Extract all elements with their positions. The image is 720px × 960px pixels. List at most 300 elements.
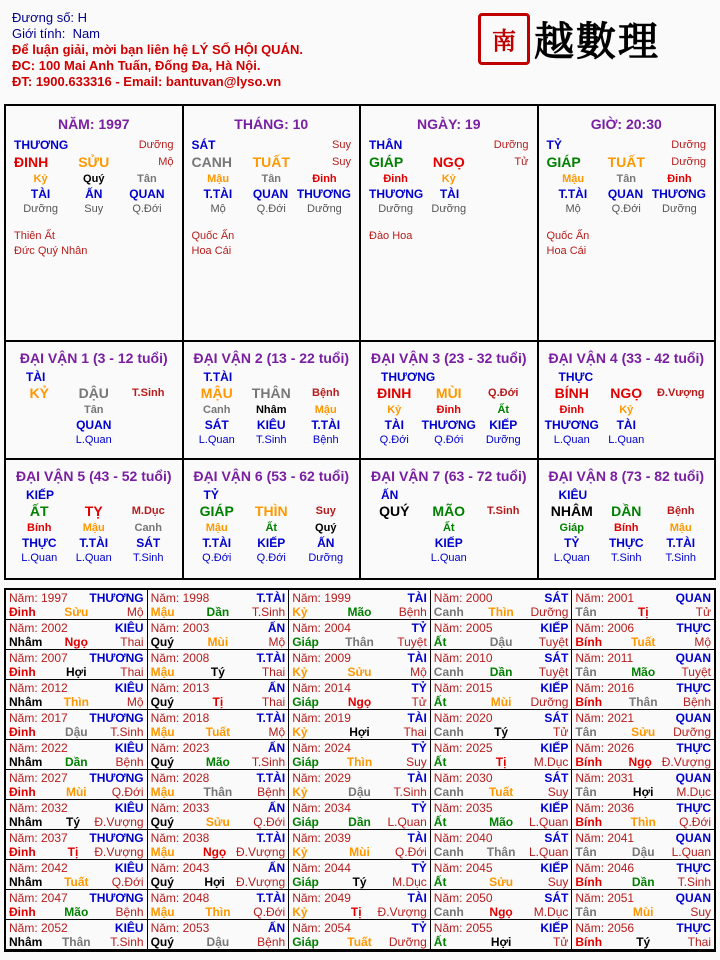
year-state: Mộ [694,635,711,649]
year-branch: Tý [636,935,651,949]
year-god: ẤN [267,681,286,695]
hidden-state: L.Quan [21,552,58,564]
hidden-state: Q.Đới [379,434,409,446]
hidden-god: TÀI [30,187,51,201]
hidden-god: THƯƠNG [651,187,706,201]
dai-van-branch: TỴ [84,503,103,519]
year-stem: Giáp [292,875,319,889]
year-cell [572,650,714,680]
hidden-stem: Mậu [669,522,692,534]
year-stem: Đinh [9,785,36,799]
year-label: Năm: 2029 [292,771,351,785]
year-god: QUAN [675,891,711,905]
year-label: Năm: 2045 [433,861,493,875]
pillar-note: Quốc Ấn [546,230,590,242]
dai-van-stem: ẤT [29,503,49,519]
year-cell [148,830,290,860]
year-label: Năm: 2046 [575,861,635,875]
year-god: THỰC [676,801,711,815]
pillar-1 [184,106,362,340]
year-stem: Tân [575,665,597,679]
hidden-stem: Tân [616,173,637,185]
year-god: THƯƠNG [89,771,144,785]
year-cell [289,740,431,770]
hidden-state: L.Quan [608,434,645,446]
year-stem: Mậu [150,785,175,799]
dai-van-stem: ĐINH [377,385,412,401]
hidden-state: Dưỡng [308,552,344,564]
year-state: Suy [406,755,427,769]
pillar-title: NGÀY: 19 [416,116,481,132]
year-state: Thai [687,935,711,949]
year-branch: Tị [495,755,507,769]
year-god: THƯƠNG [89,711,144,725]
year-branch: Mùi [65,785,87,799]
year-label: Năm: 2051 [575,891,635,905]
year-stem: Kỷ [292,605,308,619]
dai-van-4 [539,342,715,458]
year-cell [6,740,148,770]
year-state: L.Quan [529,815,569,829]
hidden-state: Mộ [210,203,226,215]
year-label: Năm: 1998 [150,591,210,605]
year-branch: Dần [206,605,230,619]
year-state: Bệnh [257,935,286,949]
year-god: SÁT [544,591,569,605]
year-stem: Nhâm [9,635,43,649]
dai-van-branch: MÙI [435,385,462,401]
hidden-god [476,536,531,551]
year-state: Q.Đới [253,815,286,829]
dai-van-5 [6,460,184,578]
hidden-god: QUAN [252,187,289,201]
subject-value: H [77,10,88,25]
year-branch: Mão [631,665,656,679]
pillar-0 [6,106,184,340]
dai-van-stem: GIÁP [199,503,234,519]
dai-van-state: Đ.Vượng [656,387,705,399]
year-state: Bệnh [115,905,144,919]
hidden-god [654,418,709,433]
dai-van-7 [361,460,539,578]
year-label: Năm: 2016 [575,681,635,695]
year-branch: Thìn [488,605,514,619]
dai-van-stem: BÍNH [554,385,589,401]
year-label: Năm: 2041 [575,831,635,845]
year-label: Năm: 2025 [433,741,493,755]
year-god: TÀI [407,831,427,845]
pillar-branch: TUẤT [252,154,290,170]
hidden-god: THỰC [608,536,644,550]
year-cell [148,860,290,890]
hidden-state: L.Quan [198,434,235,446]
year-cell [431,920,573,950]
year-label: Năm: 2005 [433,621,493,635]
year-branch: Mão [347,605,372,619]
hidden-state: L.Quan [553,552,590,564]
year-state: Thai [261,695,286,709]
year-state: Thai [261,665,286,679]
dai-van-8 [539,460,715,578]
year-god: T.TÀI [256,891,286,905]
dai-van-state: T.Sinh [132,387,165,399]
hidden-state [12,433,67,448]
seal-logo: 南 [478,13,530,65]
year-branch: Sửu [631,725,656,739]
hidden-god [12,418,67,433]
year-state: T.Sinh [677,875,711,889]
hidden-god: THƯƠNG [369,187,424,201]
year-stem: Ất [433,875,447,889]
year-cell [6,770,148,800]
year-state: Đ.Vượng [235,845,286,859]
header [12,10,303,90]
year-cell [289,830,431,860]
year-state: Đ.Vượng [377,905,427,919]
year-branch: Hợi [490,935,512,949]
year-god: QUAN [675,711,711,725]
year-branch: Hợi [632,785,654,799]
year-state: Tuyệt [538,635,569,649]
year-stem: Tân [575,905,597,919]
hidden-stem: Đinh [383,173,408,185]
year-cell [572,830,714,860]
year-cell [431,740,573,770]
year-label: Năm: 2050 [433,891,493,905]
pillar-note: Quốc Ấn [191,230,235,242]
gender-label: Giới tính: [12,26,66,41]
pillar-note: Hoa Cái [546,245,587,257]
hidden-stem [475,172,528,187]
year-branch: Tý [494,725,509,739]
year-cell [431,860,573,890]
dai-van-state: Q.Đới [488,387,519,399]
hidden-stem: Quý [315,522,337,534]
brand-logo [478,10,660,67]
year-god: THỰC [676,861,711,875]
dai-van-state: Suy [315,505,336,517]
hidden-state: T.Sinh [665,552,697,564]
hidden-stem: Đinh [559,404,584,416]
year-state: Q.Đới [679,815,711,829]
year-god: ẤN [267,801,286,815]
year-branch: Dần [64,755,88,769]
year-label: Năm: 2007 [9,651,68,665]
year-label: Năm: 2024 [292,741,351,755]
year-stem: Giáp [292,755,319,769]
dai-van-title: ĐẠI VẬN 6 (53 - 62 tuổi) [193,468,350,484]
year-god: TÀI [407,651,427,665]
year-god: KIÊU [114,681,144,695]
year-god: SÁT [544,711,569,725]
year-god: ẤN [267,621,286,635]
year-branch: Thìn [205,905,231,919]
year-state: L.Quan [387,815,427,829]
dai-van-god: THỰC [558,370,594,384]
year-cell [6,860,148,890]
year-label: Năm: 2052 [9,921,68,935]
hidden-stem: Tân [261,173,282,185]
hidden-state: L.Quan [430,552,467,564]
year-label: Năm: 2008 [150,651,210,665]
year-cell [6,620,148,650]
year-god: TỶ [411,681,427,695]
year-label: Năm: 2006 [575,621,635,635]
pillar-god: THƯƠNG [14,138,69,152]
hidden-state: T.Sinh [132,552,164,564]
year-label: Năm: 2020 [433,711,493,725]
year-god: KIẾP [540,921,569,935]
year-state: Tử [553,935,569,949]
year-stem: Nhâm [9,935,43,949]
year-god: ẤN [267,921,286,935]
dai-van-row-1 [6,342,714,460]
year-state: Suy [690,905,711,919]
year-cell [572,890,714,920]
pillar-stem-state: Dưỡng [671,139,707,151]
year-cell [572,770,714,800]
gender-line [12,26,303,42]
year-branch: Tuất [488,785,514,799]
year-label: Năm: 2039 [292,831,351,845]
hidden-state: Q.Đới [202,552,232,564]
hidden-state: Dưỡng [23,203,58,215]
year-stem: Mậu [150,665,175,679]
year-cell [572,680,714,710]
year-state: Mộ [410,665,427,679]
hidden-state: Dưỡng [662,203,697,215]
hidden-god: KIẾP [434,536,463,550]
year-god: TÀI [407,591,427,605]
year-stem: Mậu [150,725,175,739]
hidden-stem: Kỷ [441,173,456,185]
year-state: Dưỡng [673,725,711,739]
year-god: T.TÀI [256,591,286,605]
year-label: Năm: 2022 [9,741,68,755]
year-god: T.TÀI [256,651,286,665]
year-stem: Quý [150,755,174,769]
dai-van-title: ĐẠI VẬN 8 (73 - 82 tuổi) [548,468,705,484]
year-branch: Thân [203,785,233,799]
hidden-stem: Bính [27,522,52,534]
year-stem: Quý [150,875,174,889]
year-cell [431,590,573,620]
year-branch: Ngọ [64,635,88,649]
year-branch: Dậu [64,725,88,739]
year-branch: Thân [61,935,91,949]
year-branch: Tị [67,845,79,859]
hidden-stem: Mậu [205,522,228,534]
year-god: THƯƠNG [89,891,144,905]
hidden-stem: Giáp [559,522,584,534]
year-stem: Mậu [150,605,175,619]
year-god: TÀI [407,711,427,725]
year-label: Năm: 2004 [292,621,351,635]
year-state: Q.Đới [111,875,144,889]
year-cell [148,680,290,710]
dai-van-1 [6,342,184,458]
year-state: M.Dục [533,905,569,919]
year-cell [6,590,148,620]
year-state: Bệnh [398,605,427,619]
year-cell [572,860,714,890]
year-god: SÁT [544,651,569,665]
year-branch: Hợi [349,725,370,739]
hidden-stem: Ất [265,522,278,534]
year-stem: Bính [575,815,603,829]
hidden-state: Suy [84,203,104,215]
pillar-3 [539,106,715,340]
pillar-stem-state: Dưỡng [493,139,529,151]
hidden-god: THƯƠNG [421,418,476,432]
year-god: KIẾP [540,741,569,755]
hidden-state [475,202,528,217]
pillar-note: Thiên Ất [14,230,55,242]
dai-van-god: T.TÀI [203,370,233,384]
hidden-stem: Mậu [82,522,105,534]
year-state: Bệnh [115,755,144,769]
hidden-stem: Mậu [562,173,585,185]
year-label: Năm: 1997 [9,591,68,605]
year-label: Năm: 2026 [575,741,635,755]
year-state: T.Sinh [251,605,286,619]
year-stem: Ất [433,935,447,949]
year-branch: Dậu [206,935,230,949]
pillar-stem: CANH [191,154,232,170]
year-branch: Ngọ [347,695,372,709]
year-god: QUAN [675,831,711,845]
pillar-stem: GIÁP [546,154,581,170]
year-branch: Sửu [489,875,514,889]
hidden-god: ẤN [85,187,103,201]
dai-van-branch: NGỌ [610,385,643,401]
year-state: M.Dục [533,755,569,769]
year-cell [289,650,431,680]
hidden-stem [367,521,422,536]
phone-email: ĐT: 1900.633316 - Email: bantuvan@lyso.vn [12,74,282,89]
hidden-god: TÀI [384,418,404,432]
hidden-god: T.TÀI [666,536,696,550]
year-label: Năm: 1999 [292,591,351,605]
year-state: Mộ [126,695,144,709]
year-branch: Tý [210,665,225,679]
year-state: Tuyệt [538,665,569,679]
year-branch: Hợi [204,875,225,889]
hidden-god: T.TÀI [79,536,109,550]
year-branch: Thìn [63,695,89,709]
year-cell [289,860,431,890]
year-cell [148,740,290,770]
hidden-stem: Tân [83,404,104,416]
year-branch: Mùi [207,635,229,649]
year-god: THỰC [676,681,711,695]
hidden-god: KIẾP [257,536,286,550]
dai-van-god: TÀI [26,370,46,384]
year-branch: Mùi [632,905,654,919]
dai-van-title: ĐẠI VẬN 2 (13 - 22 tuổi) [193,350,350,366]
year-stem: Đinh [9,665,36,679]
year-state: Mộ [268,725,286,739]
hidden-stem: Đinh [667,173,692,185]
year-label: Năm: 2031 [575,771,635,785]
year-state: Đ.Vượng [94,815,144,829]
year-cell [572,620,714,650]
year-cell [289,770,431,800]
year-label: Năm: 2019 [292,711,351,725]
year-state: T.Sinh [110,935,144,949]
hidden-state: Bệnh [312,434,339,446]
hidden-god: TÀI [616,418,636,432]
year-stem: Đinh [9,845,36,859]
year-branch: Thìn [630,815,656,829]
year-label: Năm: 2012 [9,681,68,695]
hidden-god [367,536,422,551]
pillar-2 [361,106,539,340]
hidden-state: Q.Đới [256,552,286,564]
year-label: Năm: 2017 [9,711,68,725]
pillar-title: NĂM: 1997 [57,116,130,132]
hidden-state: L.Quan [75,434,112,446]
year-state: Thai [403,725,427,739]
year-god: KIẾP [540,621,569,635]
year-label: Năm: 2011 [575,651,634,665]
pillar-stem: GIÁP [369,154,404,170]
year-label: Năm: 2032 [9,801,68,815]
year-branch: Thìn [346,755,373,769]
year-state: Bệnh [257,785,286,799]
year-god: QUAN [675,771,711,785]
year-cell [431,800,573,830]
hidden-state [367,551,422,566]
year-stem: Đinh [9,605,36,619]
year-cell [431,830,573,860]
hidden-god: SÁT [136,536,161,550]
year-label: Năm: 2034 [292,801,351,815]
year-cell [572,740,714,770]
hidden-state: Q.Đới [256,203,286,215]
year-cell [289,800,431,830]
hidden-stem: Kỷ [387,404,402,416]
year-label: Năm: 2055 [433,921,493,935]
year-stem: Nhâm [9,695,43,709]
year-stem: Bính [575,935,603,949]
hidden-stem [12,403,67,418]
pillar-god: SÁT [191,138,216,152]
year-god: KIÊU [114,921,144,935]
year-god: QUAN [675,591,711,605]
year-god: T.TÀI [256,831,286,845]
dai-van-state: M.Dục [131,505,165,517]
year-label: Năm: 2002 [9,621,68,635]
year-state: Đ.Vượng [661,755,711,769]
year-branch: Dần [348,815,371,829]
year-label: Năm: 2038 [150,831,210,845]
year-branch: Tuất [205,725,231,739]
year-stem: Kỷ [292,665,308,679]
year-label: Năm: 2040 [433,831,493,845]
pillar-branch-state: Tử [514,156,529,168]
year-cell [148,770,290,800]
year-state: Đ.Vượng [94,845,144,859]
year-state: T.Sinh [393,785,427,799]
year-stem: Giáp [292,635,319,649]
hidden-god: THƯƠNG [296,187,351,201]
year-god: SÁT [544,831,569,845]
year-label: Năm: 2014 [292,681,351,695]
year-stem: Canh [433,605,464,619]
year-branch: Mùi [349,845,370,859]
year-stem: Nhâm [9,755,43,769]
